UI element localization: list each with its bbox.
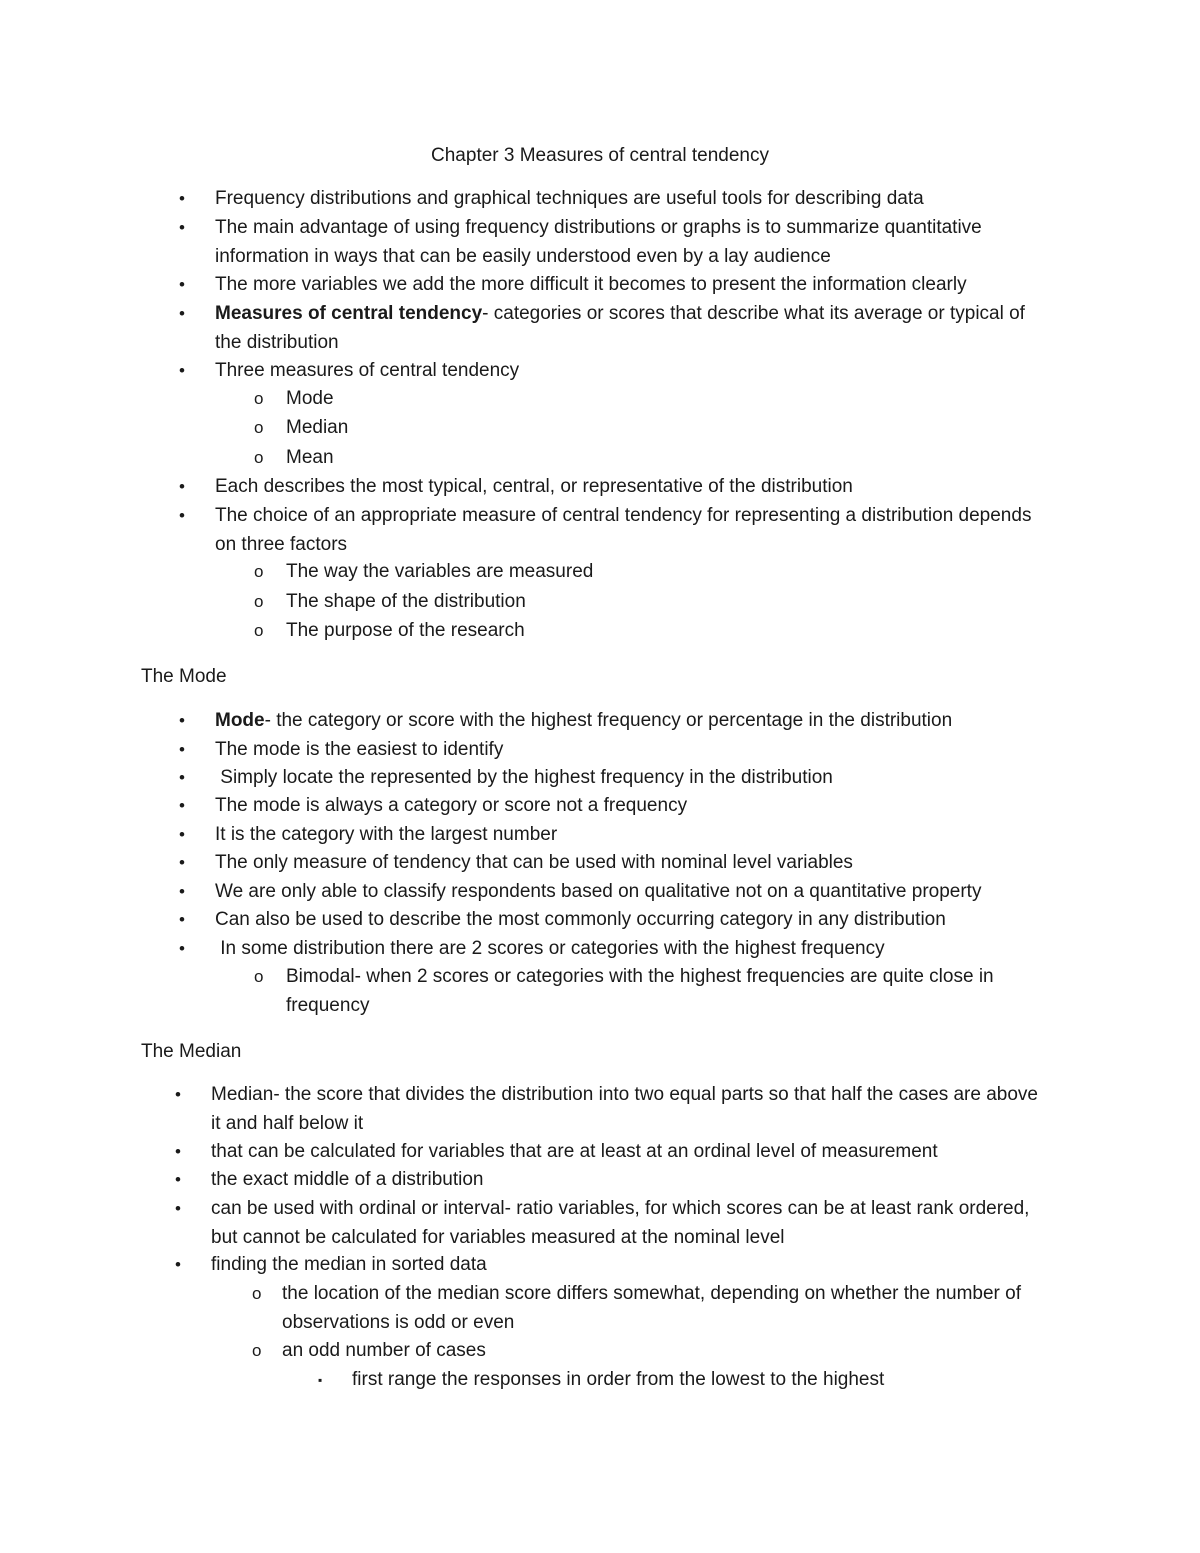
bullet-marker: • bbox=[179, 796, 185, 815]
bullet-marker: • bbox=[179, 939, 185, 958]
list-item: • The only measure of tendency that can be used with nominal level variables bbox=[215, 849, 1055, 878]
circle-marker: o bbox=[254, 389, 264, 408]
list-item: • The more variables we add the more difficult it becomes to present the information clearly bbox=[215, 271, 1055, 300]
sub-list-item: o The way the variables are measured bbox=[286, 558, 1056, 587]
term-mode: Mode bbox=[215, 710, 265, 731]
list-item: • The main advantage of using frequency distributions or graphs is to summarize quantitative information in ways that can be easily understood even by a lay audience bbox=[215, 214, 1055, 271]
bullet-marker: • bbox=[175, 1085, 181, 1104]
list-item: • that can be calculated for variables that are at least at an ordinal level of measurement bbox=[211, 1138, 1051, 1167]
list-item: • can be used with ordinal or interval- ratio variables, for which scores can be at least rank ordered, but cannot be calculated for variables measured at the nominal level bbox=[211, 1195, 1051, 1252]
bullet-marker: • bbox=[175, 1142, 181, 1161]
list-item: • Each describes the most typical, central, or representative of the distribution bbox=[215, 473, 1055, 502]
list-item: • Mode- the category or score with the highest frequency or percentage in the distribution bbox=[215, 707, 1055, 736]
sub-list-item: o Mean bbox=[286, 444, 1056, 473]
sub-list-item: o Mode bbox=[286, 385, 1056, 414]
list-item: • The mode is the easiest to identify bbox=[215, 736, 1055, 765]
list-item: • We are only able to classify respondents based on qualitative not on a quantitative property bbox=[215, 878, 1055, 907]
bullet-marker: • bbox=[175, 1199, 181, 1218]
sub-list-item: o The shape of the distribution bbox=[286, 588, 1056, 617]
bullet-marker: • bbox=[179, 506, 185, 525]
sub-list-item: o an odd number of cases bbox=[282, 1337, 1052, 1366]
list-item: • The mode is always a category or score not a frequency bbox=[215, 792, 1055, 821]
bullet-marker: • bbox=[179, 711, 185, 730]
list-item: • finding the median in sorted data bbox=[211, 1251, 1051, 1280]
bullet-marker: • bbox=[179, 275, 185, 294]
list-item: • Measures of central tendency- categories or scores that describe what its average or typical of the distribution bbox=[215, 300, 1055, 357]
circle-marker: o bbox=[254, 592, 264, 611]
list-item: • the exact middle of a distribution bbox=[211, 1166, 1051, 1195]
bullet-marker: • bbox=[179, 189, 185, 208]
bullet-marker: • bbox=[175, 1170, 181, 1189]
list-item: • The choice of an appropriate measure of central tendency for representing a distribution depends on three factors bbox=[215, 502, 1055, 559]
bullet-marker: • bbox=[179, 740, 185, 759]
list-item: • Median- the score that divides the distribution into two equal parts so that half the cases are above it and half below it bbox=[211, 1081, 1051, 1138]
bullet-marker: • bbox=[179, 768, 185, 787]
sub-list-item: o Median bbox=[286, 414, 1056, 443]
list-item: • It is the category with the largest number bbox=[215, 821, 1055, 850]
circle-marker: o bbox=[254, 562, 264, 581]
sub-list-item: o The purpose of the research bbox=[286, 617, 1056, 646]
list-item: • Frequency distributions and graphical techniques are useful tools for describing data bbox=[215, 185, 1055, 214]
list-item: • Simply locate the represented by the highest frequency in the distribution bbox=[215, 764, 1055, 793]
bullet-marker: • bbox=[179, 825, 185, 844]
page-title: Chapter 3 Measures of central tendency bbox=[431, 145, 769, 166]
list-item: • Three measures of central tendency bbox=[215, 357, 1055, 386]
list-item: • In some distribution there are 2 scores or categories with the highest frequency bbox=[215, 935, 1055, 964]
bullet-marker: • bbox=[179, 910, 185, 929]
bullet-marker: • bbox=[179, 477, 185, 496]
circle-marker: o bbox=[254, 621, 264, 640]
bullet-marker: • bbox=[179, 882, 185, 901]
term-measures-of-central-tendency: Measures of central tendency bbox=[215, 303, 483, 324]
list-item: • Can also be used to describe the most commonly occurring category in any distribution bbox=[215, 906, 1055, 935]
bullet-marker: • bbox=[179, 361, 185, 380]
circle-marker: o bbox=[254, 448, 264, 467]
circle-marker: o bbox=[252, 1284, 262, 1303]
bullet-marker: • bbox=[175, 1255, 181, 1274]
square-marker: ▪ bbox=[318, 1373, 323, 1387]
sub-list-item: o Bimodal- when 2 scores or categories with the highest frequencies are quite close in frequency bbox=[286, 963, 1056, 1020]
sub-list-item: o the location of the median score differs somewhat, depending on whether the number of observations is odd or even bbox=[282, 1280, 1052, 1337]
circle-marker: o bbox=[254, 967, 264, 986]
circle-marker: o bbox=[254, 418, 264, 437]
bullet-marker: • bbox=[179, 853, 185, 872]
sub-sub-list-item: ▪ first range the responses in order from the lowest to the highest bbox=[352, 1366, 1052, 1395]
circle-marker: o bbox=[252, 1341, 262, 1360]
section-heading-mode: The Mode bbox=[141, 666, 227, 687]
section-heading-median: The Median bbox=[141, 1041, 242, 1062]
bullet-marker: • bbox=[179, 304, 185, 323]
bullet-marker: • bbox=[179, 218, 185, 237]
